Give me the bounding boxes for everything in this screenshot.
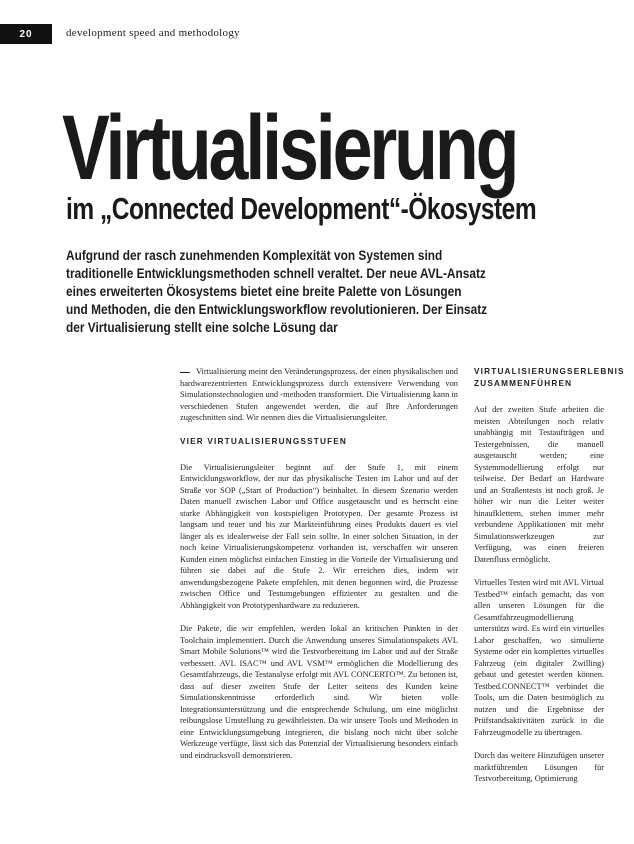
lead-line: traditionelle Entwicklungsmethoden schnell veraltet. Der neue AVL-Ansatz — [66, 266, 486, 281]
section-label: development speed and methodology — [66, 27, 240, 39]
lead-line: und Methoden, die den Entwicklungsworkflow revolutionieren. Der Einsatz — [66, 302, 488, 317]
section-heading-experience: VIRTUALISIERUNGSERLEBNIS ZUSAMMENFÜHREN — [474, 367, 625, 388]
body-paragraph: Virtuelles Testen wird mit AVL Virtual Testbed™ einfach gemacht, das von allen unseren Lösungen für die Gesamtfahrzeugmodellierung unterstützt wird. Es wird ein virtuelles Labor geschaffen, wo simulierte Systeme oder ein komplettes virtuelles Fahrzeug (ein digitaler Zwilling) gebaut und getestet werden können. Testbed.CONNECT™ verbindet die Tools, um die Daten bestmöglich zu nutzen und die Ergebnisse der Prüfstandsaktivitäten zurück in die Fahrzeugmodelle zu übertragen. — [474, 578, 604, 737]
article-subtitle: im „Connected Development“-Ökosystem — [66, 191, 537, 226]
intro-text: Virtualisierung meint den Veränderungsprozess, der einen physikalischen und hardwarezentrierten Entwicklungsprozess durch extensivere Verwendung von Simulationstechnologien und -methoden transformiert. Die Virtualisierung kann in verschiedenen Stufen angewendet werden, die auf Ihre Anforderungen zugeschnitten sind. Wir nennen dies die Virtualisierungsleiter. — [180, 367, 458, 422]
article-title: Virtualisierung — [62, 97, 517, 199]
body-paragraph: Durch das weitere Hinzufügen unserer marktführenden Lösungen für Testvorbereitung, Optimierung — [474, 751, 604, 783]
body-paragraph: Die Pakete, die wir empfehlen, werden lokal an kritischen Punkten in der Toolchain implementiert. Durch die Anwendung unseres Simulationspakets AVL Smart Mobile Solutions™ wird die Testvorbereitung im Labor und auf der Straße verbessert. AVL ISAC™ und AVL VSM™ ermöglichen die Modellierung des Gesamtfahrzeugs, die Testanalyse erfolgt mit AVL CONCERTO™. Zu betonen ist, dass auf dieser zweiten Stufe der Leiter seitens des Kunden keine Simulationskenntnisse erforderlich sind. Wir bieten volle Integrationsunterstützung und die entsprechende Schulung, um eine möglichst reibungslose Umstellung zu gewährleisten. Da wir unsere Tools und Methoden in eine Entwicklungsumgebung integrieren, die bislang noch nicht über solche Werkzeuge verfügte, lässt sich das Potenzial der Virtualisierung besonders einfach und eindrucksvoll demonstrieren. — [180, 624, 458, 760]
body-paragraph: Die Virtualisierungsleiter beginnt auf der Stufe 1, mit einem Entwicklungsworkflow, der nur das physikalische Testen im Labor und auf der Straße vor SOP („Start of Production“) beinhaltet. In diesem Szenario werden Daten manuell zwischen Labor und Office ausgetauscht und es herrscht eine starke Abhängigkeit von kostspieligen Prototypen. Der gesamte Prozess ist langsam und teuer und bis zur Markteinführung eines Produkts dauert es viel länger als es idealerweise der Fall sein sollte. In einer solchen Situation, in der noch keine Virtualisierungskompetenz vorhanden ist, verschaffen wir unseren Kunden einen möglichst einfachen Einstieg in die Vorteile der Virtualisierung und führen sie dabei auf die Stufe 2. Wir erreichen dies, indem wir anwendungsbezogene Pakete empfehlen, mit denen begonnen wird, die Prozesse zwischen Office und Testumgebungen effizienter zu gestalten und die Abhängigkeit von Prototypenhardware zu reduzieren. — [180, 462, 458, 610]
body-column-middle — [180, 366, 458, 773]
lead-line: der Virtualisierung stellt eine solche Lösung dar — [66, 320, 338, 335]
body-paragraph: Auf der zweiten Stufe arbeiten die meisten Abteilungen noch relativ unabhängig mit Testaufträgen und Testergebnissen, die manuell ausgetauscht werden; eine Systemmodellierung erfolgt nur teilweise. Der Bedarf an Hardware und an Straßentests ist noch groß. Je höher wir nun die Leiter weiter hinaufklettern, stehen immer mehr verbundene Applikationen mit mehr Simulationswerkzeugen zur Verfügung, was einen freieren Datenfluss ermöglicht. — [474, 405, 604, 564]
body-column-right — [474, 366, 625, 797]
lead-paragraph — [66, 247, 506, 337]
lead-line: eines erweiterten Ökosystems bietet eine breite Palette von Lösungen — [66, 284, 462, 299]
page-number: 20 — [0, 24, 52, 44]
section-heading-stages: VIER VIRTUALISIERUNGSSTUFEN — [180, 436, 348, 446]
intro-paragraph — [180, 366, 458, 424]
intro-dash — [180, 372, 190, 373]
lead-line: Aufgrund der rasch zunehmenden Komplexität von Systemen sind — [66, 248, 443, 263]
